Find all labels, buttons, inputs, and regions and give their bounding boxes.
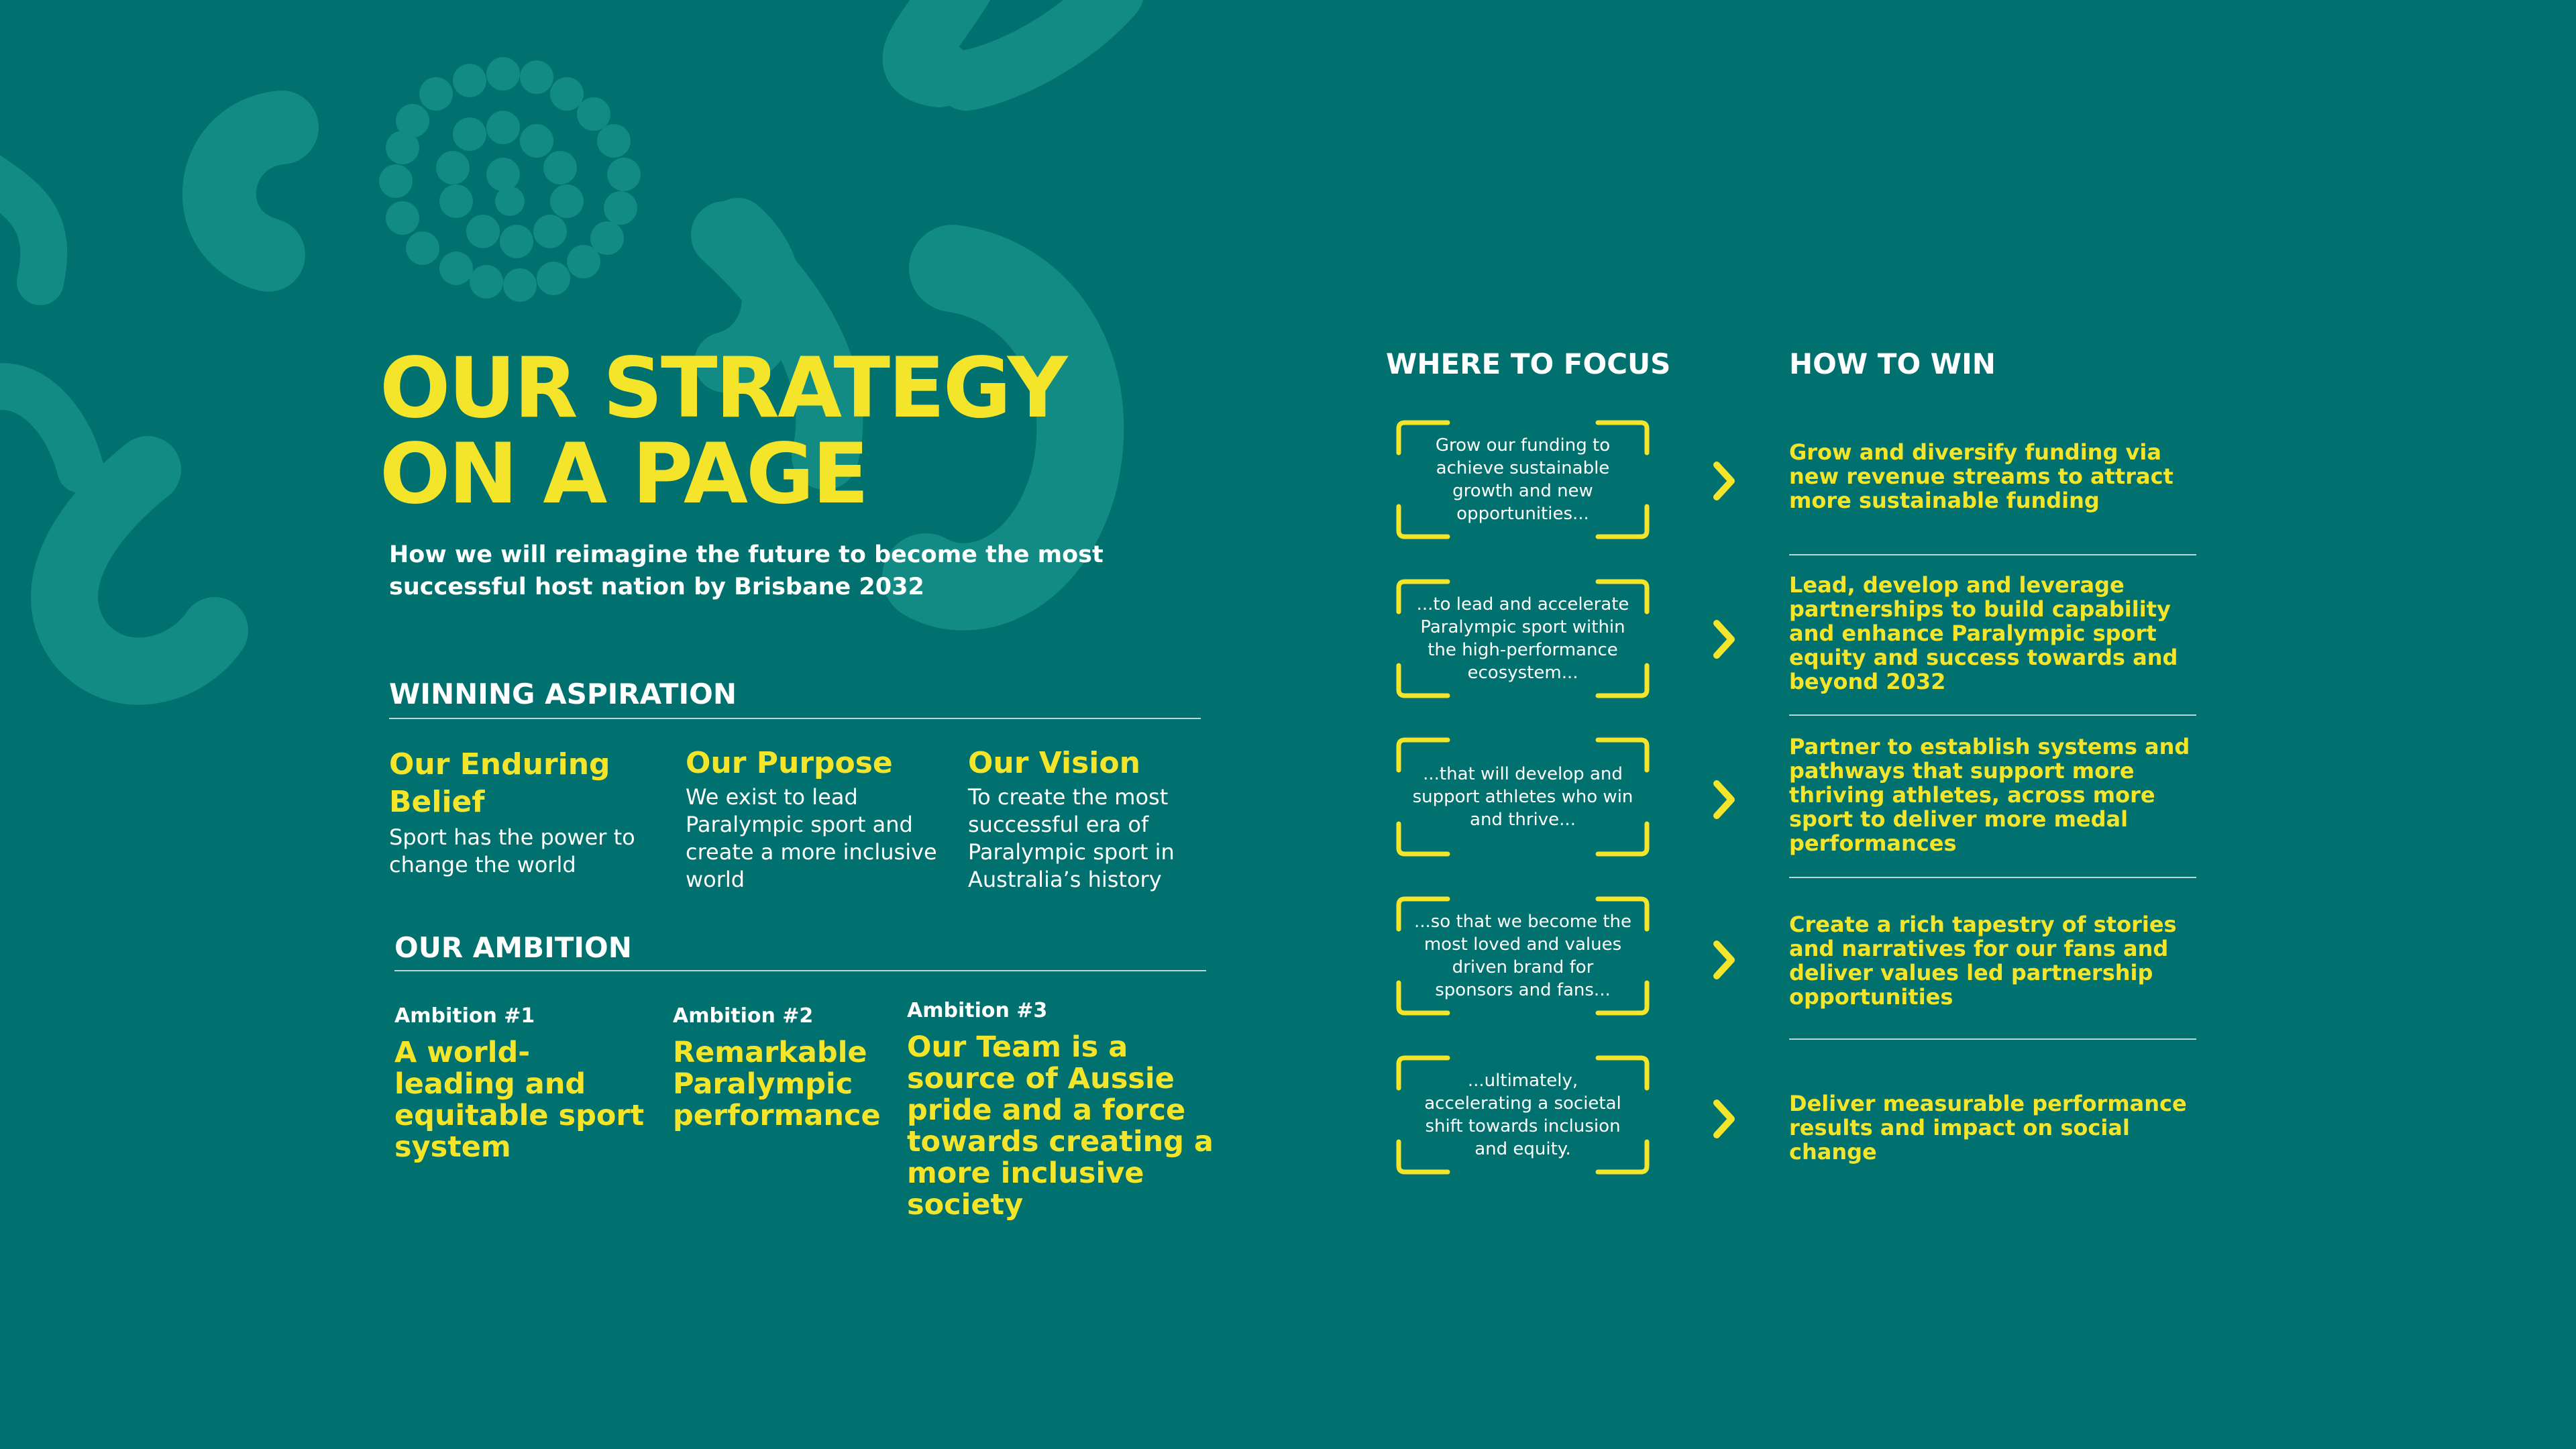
ambition-divider bbox=[394, 970, 1206, 971]
chevron-right-icon bbox=[1711, 460, 1737, 502]
focus-item-4-text: ...so that we become the most loved and values driven brand for sponsors and fans... bbox=[1413, 912, 1632, 1000]
ambition-1-label: Ambition #1 bbox=[394, 1004, 535, 1028]
chevron-right-icon bbox=[1711, 1097, 1737, 1140]
vision-title: Our Vision bbox=[968, 746, 1140, 780]
winning-aspiration-divider bbox=[389, 718, 1201, 719]
vision-text: To create the most successful era of Paralympic sport in Australia’s history bbox=[968, 784, 1175, 892]
ambition-1-block bbox=[394, 1004, 649, 1163]
win-item-1: Grow and diversify funding via new revenue streams to attract more sustainable funding bbox=[1789, 439, 2174, 513]
ambition-heading: OUR AMBITION bbox=[394, 931, 632, 964]
win-divider bbox=[1789, 877, 2196, 878]
purpose-block bbox=[686, 745, 941, 894]
win-item-4: Create a rich tapestry of stories and narratives for our fans and deliver values led partnership opportunities bbox=[1789, 912, 2177, 1010]
win-item-3: Partner to establish systems and pathways that support more thriving athletes, across more sport to deliver more medal performances bbox=[1789, 734, 2190, 856]
focus-item-1-text: Grow our funding to achieve sustainable growth and new opportunities... bbox=[1435, 435, 1611, 524]
enduring-belief-title: Our Enduring Belief bbox=[389, 747, 610, 819]
win-divider bbox=[1789, 1038, 2196, 1040]
win-divider bbox=[1789, 554, 2196, 555]
purpose-text: We exist to lead Paralympic sport and create a more inclusive world bbox=[686, 784, 937, 892]
purpose-title: Our Purpose bbox=[686, 746, 893, 780]
focus-item-2 bbox=[1395, 578, 1650, 699]
win-item-5: Deliver measurable performance results and impact on social change bbox=[1789, 1091, 2187, 1165]
where-to-focus-heading: WHERE TO FOCUS bbox=[1386, 347, 1671, 380]
enduring-belief-text: Sport has the power to change the world bbox=[389, 824, 635, 877]
ambition-2-block bbox=[673, 1004, 901, 1132]
focus-item-1 bbox=[1395, 419, 1650, 540]
ambition-3-block bbox=[907, 998, 1222, 1221]
chevron-right-icon bbox=[1711, 778, 1737, 821]
winning-aspiration-heading: WINNING ASPIRATION bbox=[389, 678, 737, 710]
win-item-2: Lead, develop and leverage partnerships to build capability and enhance Paralympic sport equity and success towards and beyond 2032 bbox=[1789, 572, 2178, 694]
ambition-2-text: Remarkable Paralympic performance bbox=[673, 1036, 881, 1132]
ambition-1-text: A world-leading and equitable sport system bbox=[394, 1036, 645, 1164]
vision-block bbox=[968, 745, 1223, 894]
ambition-3-label: Ambition #3 bbox=[907, 999, 1048, 1022]
win-divider bbox=[1789, 714, 2196, 716]
focus-item-5-text: ...ultimately, accelerating a societal shift towards inclusion and equity. bbox=[1424, 1071, 1621, 1159]
focus-item-3-text: ...that will develop and support athletes who win and thrive... bbox=[1412, 764, 1633, 830]
chevron-right-icon bbox=[1711, 938, 1737, 981]
focus-item-5 bbox=[1395, 1055, 1650, 1175]
focus-item-3 bbox=[1395, 737, 1650, 857]
ambition-3-text: Our Team is a source of Aussie pride and a force towards creating a more inclusive society bbox=[907, 1030, 1214, 1222]
page-title: OUR STRATEGY ON A PAGE bbox=[380, 340, 1066, 523]
enduring-belief-block bbox=[389, 746, 657, 879]
ambition-2-label: Ambition #2 bbox=[673, 1004, 814, 1028]
focus-item-2-text: ...to lead and accelerate Paralympic sport within the high-performance ecosystem... bbox=[1416, 594, 1629, 683]
page-subtitle: How we will reimagine the future to become the most successful host nation by Brisbane 2032 bbox=[389, 541, 1104, 600]
focus-item-4 bbox=[1395, 896, 1650, 1016]
chevron-right-icon bbox=[1711, 618, 1737, 661]
how-to-win-heading: HOW TO WIN bbox=[1789, 347, 1996, 380]
